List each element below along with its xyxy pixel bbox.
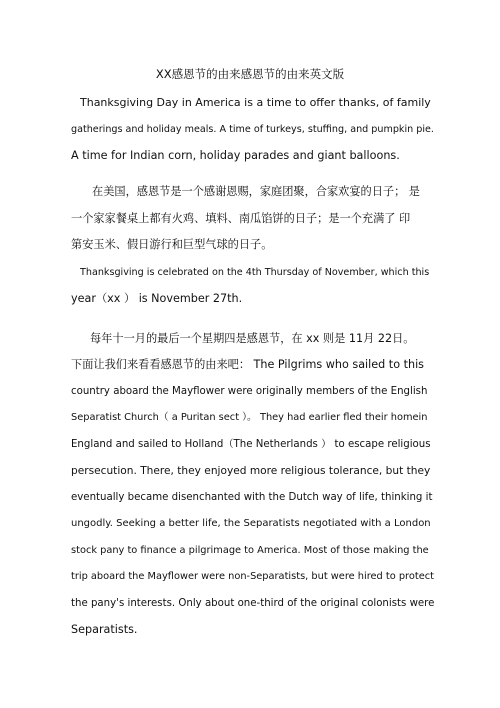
paragraph-2-line-3: 第安玉米、假日游行和巨型气球的日子。	[71, 238, 273, 251]
paragraph-4-line-6: persecution. There, they enjoyed more religious tolerance, but they	[71, 465, 431, 477]
paragraph-4-line-8: ungodly. Seeking a better life, the Separatists negotiated with a London	[71, 518, 431, 529]
document-title: XX感恩节的由来感恩节的由来英文版	[155, 67, 345, 81]
paragraph-4-line-1: 每年十一月的最后一个星期四是感恩节，在 xx 则是 11月 22日。	[90, 332, 415, 345]
paragraph-4-line-9: stock pany to finance a pilgrimage to America. Most of those making the	[71, 545, 429, 556]
paragraph-1-line-3: A time for Indian corn, holiday parades and giant balloons.	[71, 149, 400, 162]
paragraph-2-line-2: 一个家家餐桌上都有火鸡、填料、南瓜馅饼的日子；是一个充满了 印	[71, 212, 411, 225]
paragraph-2-line-1: 在美国，感恩节是一个感谢恩赐，家庭团聚，合家欢宴的日子； 是	[92, 185, 420, 198]
paragraph-4-line-5: England and sailed to Holland（The Netherlands ） to escape religious	[71, 439, 431, 450]
paragraph-4-line-7: eventually became disenchanted with the Dutch way of life, thinking it	[71, 492, 433, 503]
paragraph-4-line-3: country aboard the Mayflower were originally members of the English	[71, 386, 428, 397]
paragraph-1-line-1: Thanksgiving Day in America is a time to offer thanks, of family	[80, 96, 431, 109]
paragraph-4-line-12: Separatists.	[71, 623, 138, 636]
paragraph-4-line-11: the pany's interests. Only about one-third of the original colonists were	[71, 598, 435, 609]
paragraph-4-line-2: 下面让我们来看看感恩节的由来吧： The Pilgrims who sailed to this	[71, 358, 425, 371]
paragraph-4-line-10: trip aboard the Mayflower were non-Separatists, but were hired to protect	[71, 571, 434, 582]
paragraph-4-line-4: Separatist Church（ a Puritan sect ）。 They had earlier fled their homein	[71, 412, 428, 423]
paragraph-1-line-2: gatherings and holiday meals. A time of turkeys, stuffing, and pumpkin pie.	[71, 124, 434, 135]
paragraph-3-line-1: Thanksgiving is celebrated on the 4th Thursday of November, which this	[80, 267, 430, 278]
paragraph-3-line-2: year（xx ） is November 27th.	[71, 292, 243, 305]
